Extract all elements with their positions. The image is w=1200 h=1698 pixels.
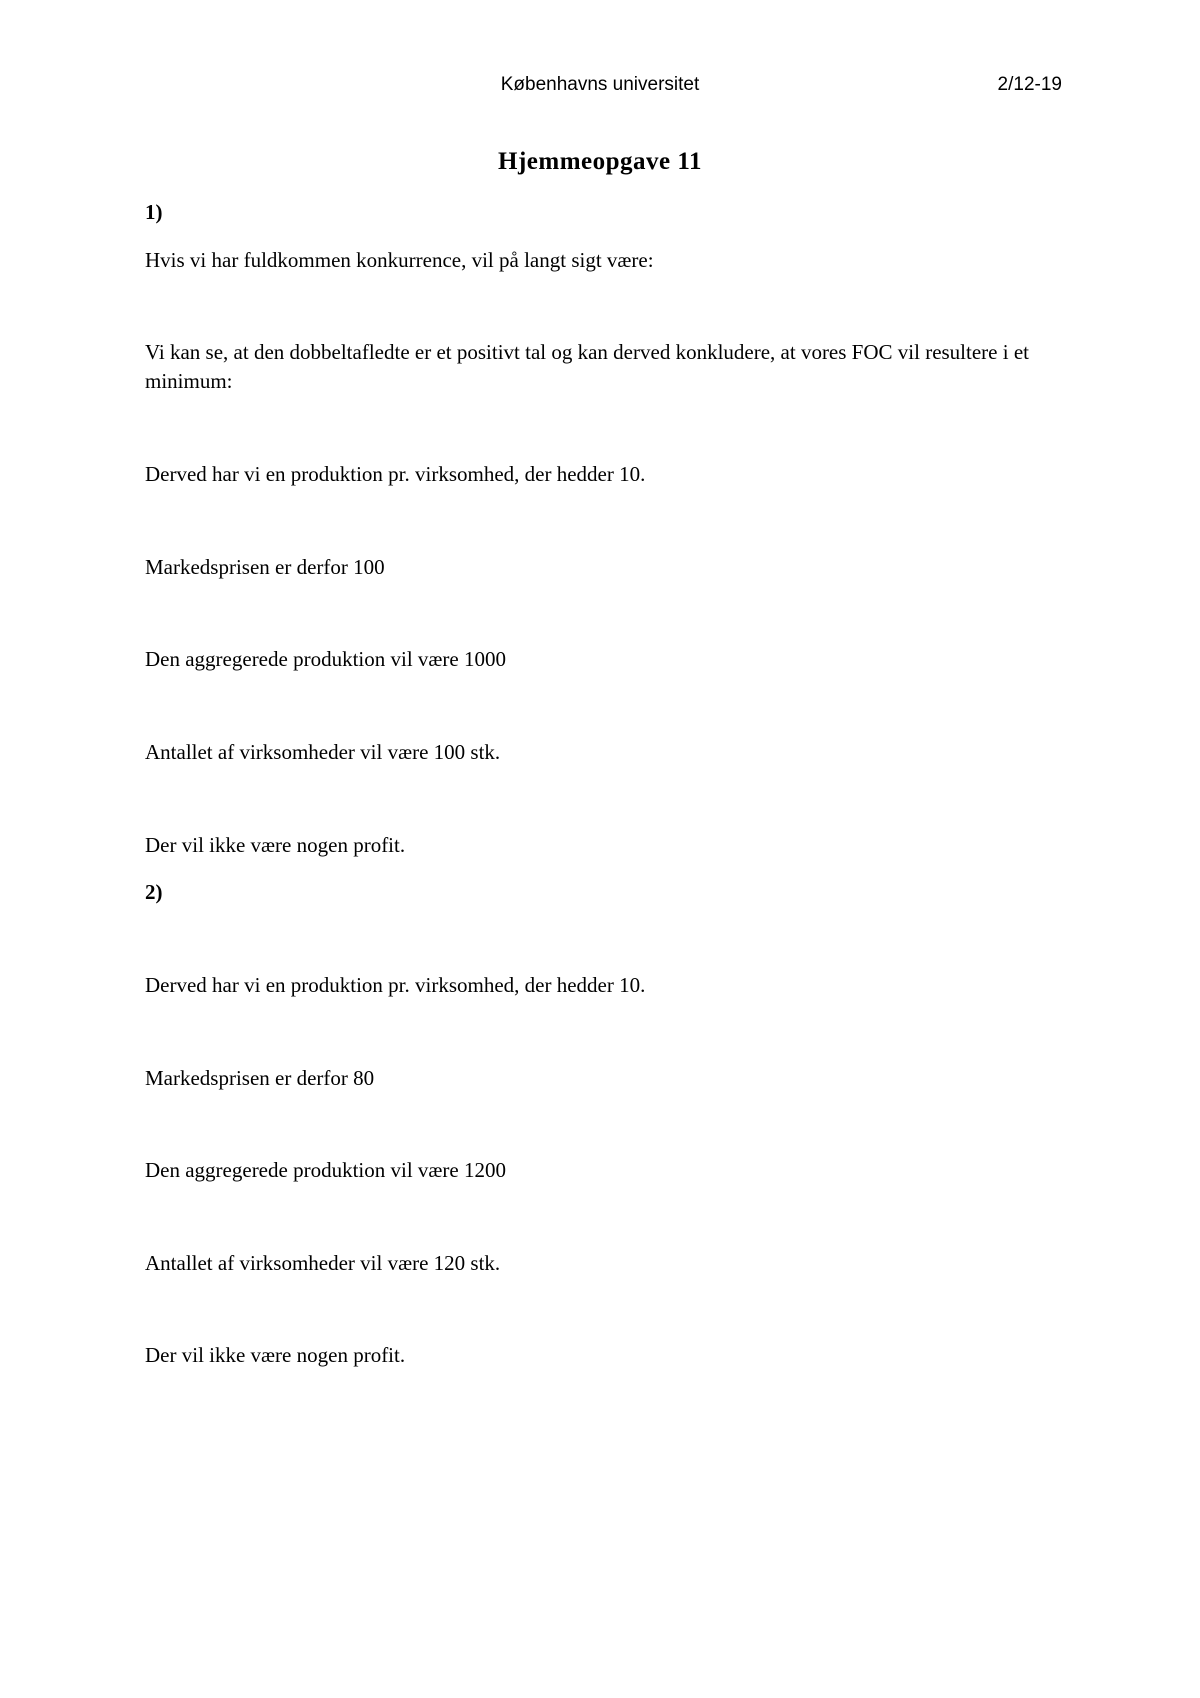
document-title: Hjemmeopgave 11 <box>498 148 702 175</box>
header-institution: Københavns universitet <box>500 74 700 95</box>
section-2-price: Markedsprisen er derfor 80 <box>145 1066 375 1090</box>
section-2-profit: Der vil ikke være nogen profit. <box>145 1343 406 1367</box>
section-2-aggregate: Den aggregerede produktion vil være 1200 <box>145 1158 506 1182</box>
section-1-price: Markedsprisen er derfor 100 <box>145 555 385 579</box>
section-2-heading: 2) <box>145 880 163 904</box>
section-1-firms: Antallet af virksomheder vil være 100 stk. <box>145 740 501 764</box>
section-2-production: Derved har vi en produktion pr. virksomhed, der hedder 10. <box>145 973 646 997</box>
section-1-aggregate: Den aggregerede produktion vil være 1000 <box>145 647 506 671</box>
section-1-heading: 1) <box>145 200 163 224</box>
section-1-second-derivative: Vi kan se, at den dobbeltafledte er et positivt tal og kan derved konkludere, at vores FOC vil resultere i et minimum: <box>145 340 1029 393</box>
section-2-firms: Antallet af virksomheder vil være 120 stk. <box>145 1251 501 1275</box>
section-1-production: Derved har vi en produktion pr. virksomhed, der hedder 10. <box>145 462 646 486</box>
section-1-profit: Der vil ikke være nogen profit. <box>145 833 406 857</box>
header-date: 2/12-19 <box>997 74 1062 95</box>
section-1-intro: Hvis vi har fuldkommen konkurrence, vil på langt sigt være: <box>145 248 654 272</box>
